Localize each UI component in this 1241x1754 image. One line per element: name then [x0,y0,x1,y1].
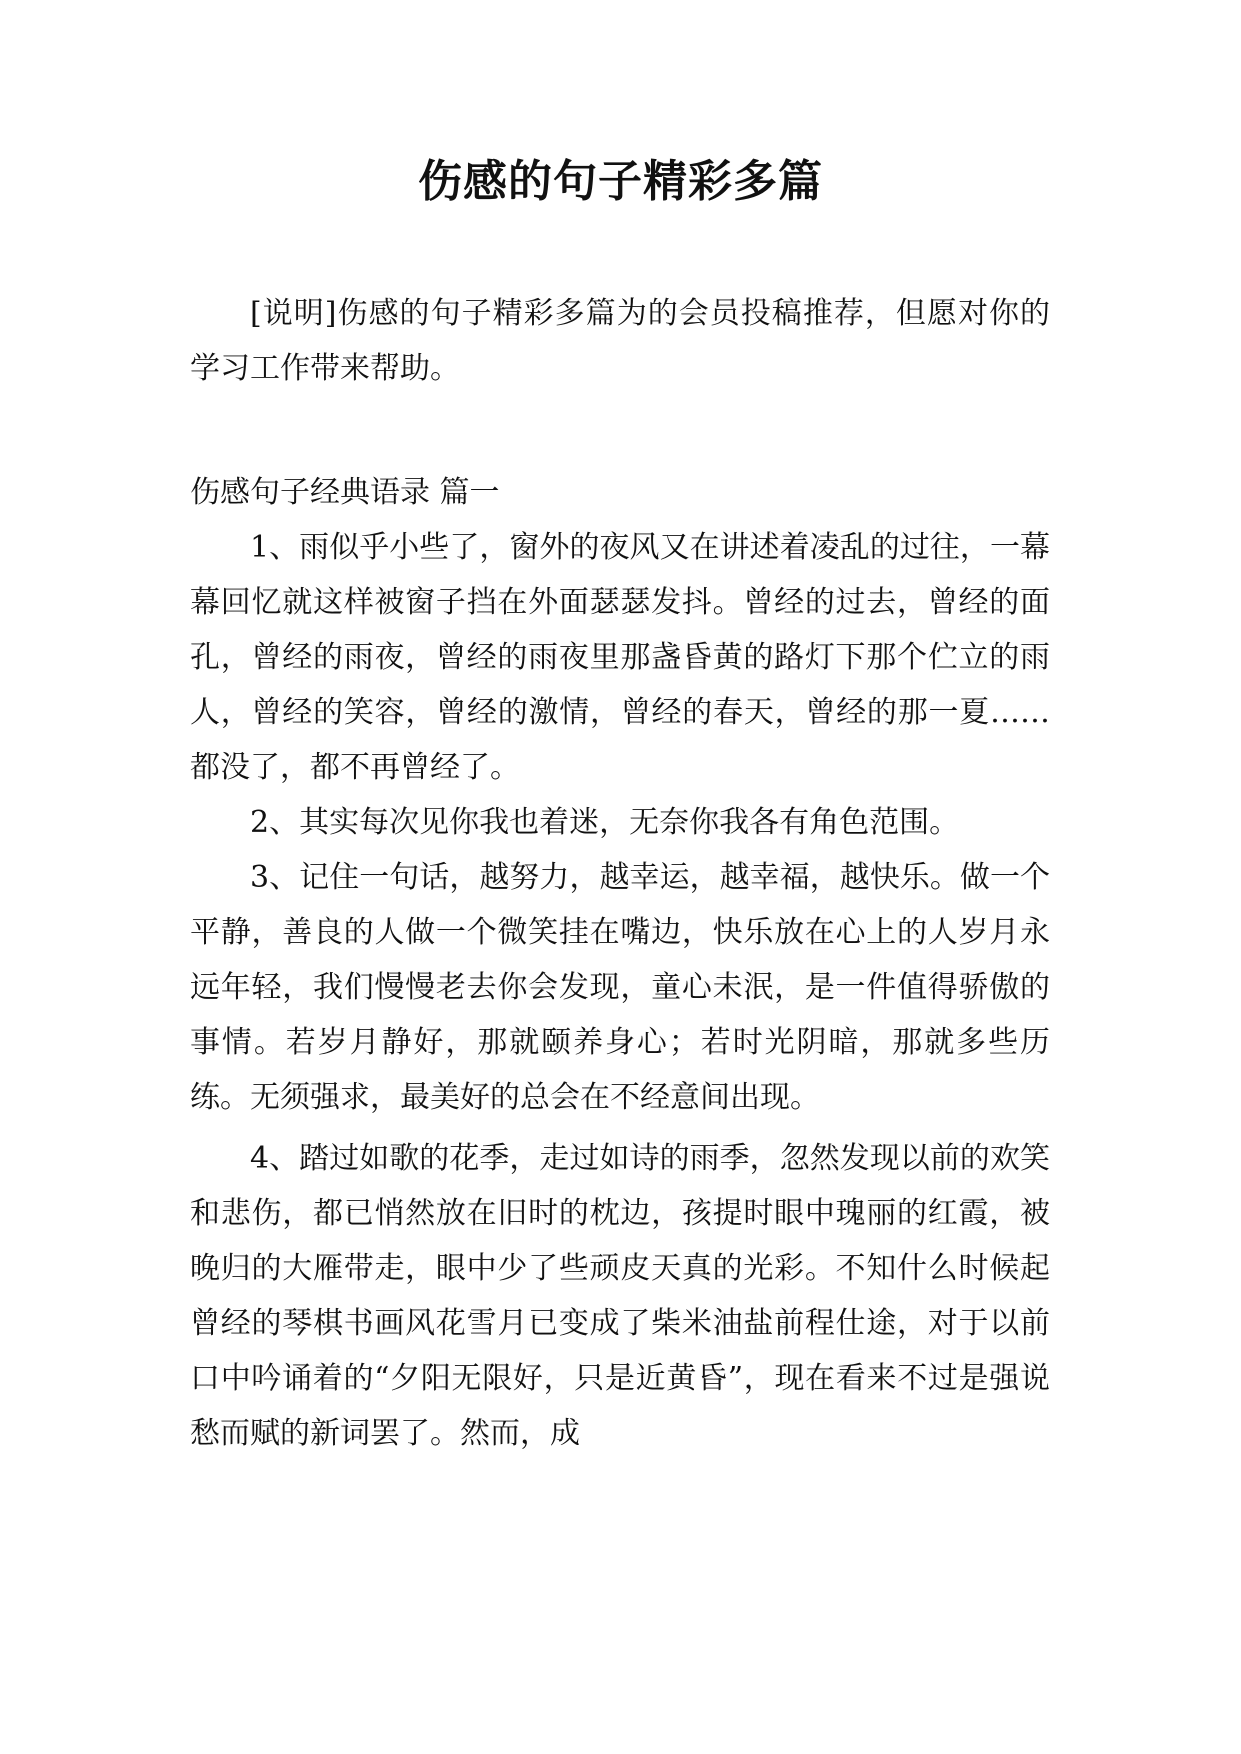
paragraph-4: 4、踏过如歌的花季，走过如诗的雨季，忽然发现以前的欢笑和悲伤，都已悄然放在旧时的枕边，孩提时眼中瑰丽的红霞，被晚归的大雁带走，眼中少了些顽皮天真的光彩。不知什么时候起曾经的琴棋书画风花雪月已变成了柴米油盐前程仕途，对于以前口中吟诵着的“夕阳无限好，只是近黄昏”，现在看来不过是强说愁而赋的新词罢了。然而，成 [190,1141,1050,1451]
paragraph-1: 1、雨似乎小些了，窗外的夜风又在讲述着凌乱的过往，一幕幕回忆就这样被窗子挡在外面瑟瑟发抖。曾经的过去，曾经的面孔，曾经的雨夜，曾经的雨夜里那盏昏黄的路灯下那个伫立的雨人，曾经的笑容，曾经的激情，曾经的春天，曾经的那一夏……都没了，都不再曾经了。 [190,530,1050,785]
section-block [190,465,1050,1461]
section-heading: 伤感句子经典语录 篇一 [190,475,500,510]
intro-block [190,286,1050,396]
paragraph-2: 2、其实每次见你我也着迷，无奈你我各有角色范围。 [250,805,960,840]
intro-paragraph: [说明]伤感的句子精彩多篇为的会员投稿推荐，但愿对你的学习工作带来帮助。 [190,296,1050,386]
document-title: 伤感的句子精彩多篇 [418,156,823,207]
paragraph-3: 3、记住一句话，越努力，越幸运，越幸福，越快乐。做一个平静，善良的人做一个微笑挂在嘴边，快乐放在心上的人岁月永远年轻，我们慢慢老去你会发现，童心未泯，是一件值得骄傲的事情。若岁月静好，那就颐养身心；若时光阴暗，那就多些历练。无须强求，最美好的总会在不经意间出现。 [190,860,1050,1115]
